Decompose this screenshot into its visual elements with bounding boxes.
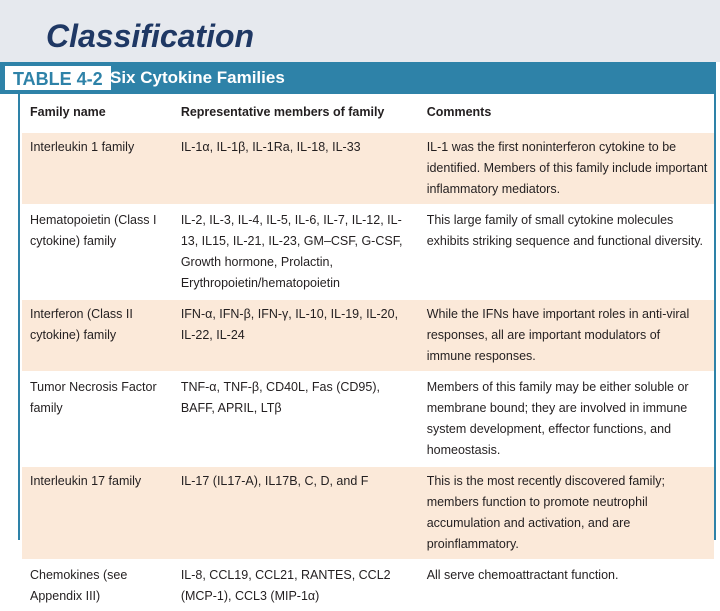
column-header-comments: Comments: [426, 105, 492, 119]
members-cell: IL-17 (IL17-A), IL17B, C, D, and F: [180, 474, 369, 488]
cytokine-families-table: [22, 96, 714, 611]
members-cell: TNF-α, TNF-β, CD40L, Fas (CD95), BAFF, APRIL, LTβ: [180, 380, 380, 415]
table-caption: Six Cytokine Families: [110, 68, 285, 87]
table-number: TABLE 4-2: [4, 65, 112, 91]
comments-cell: IL-1 was the first noninterferon cytokine to be identified. Members of this family include important inflammatory mediators.: [426, 140, 708, 196]
members-cell: IFN-α, IFN-β, IFN-γ, IL-10, IL-19, IL-20, IL-22, IL-24: [180, 307, 399, 342]
slide-title: Classification: [46, 18, 255, 54]
comments-cell: All serve chemoattractant function.: [426, 568, 619, 582]
table-row: [22, 372, 714, 466]
family-name-cell: Interleukin 1 family: [30, 140, 135, 154]
comments-cell: This is the most recently discovered family; members function to promote neutrophil accumulation and activation, and are proinflammatory.: [426, 474, 665, 551]
column-header-family-name: Family name: [30, 105, 106, 119]
table-row: [22, 560, 714, 611]
comments-cell: While the IFNs have important roles in anti-viral responses, all are important modulators of immune responses.: [426, 307, 690, 363]
table-header-bar: [0, 62, 716, 94]
table-left-rule: [18, 94, 20, 540]
table-row: [22, 205, 714, 299]
members-cell: IL-8, CCL19, CCL21, RANTES, CCL2 (MCP-1), CCL3 (MIP-1α): [180, 568, 391, 603]
family-name-cell: Hematopoietin (Class I cytokine) family: [30, 213, 157, 248]
family-name-cell: Tumor Necrosis Factor family: [30, 380, 157, 415]
table-row: [22, 132, 714, 205]
family-name-cell: Interleukin 17 family: [30, 474, 142, 488]
family-name-cell: Chemokines (see Appendix III): [30, 568, 128, 603]
table-row: [22, 466, 714, 560]
table-row: [22, 299, 714, 372]
family-name-cell: Interferon (Class II cytokine) family: [30, 307, 133, 342]
column-header-members: Representative members of family: [180, 105, 385, 119]
comments-cell: Members of this family may be either soluble or membrane bound; they are involved in immune system development, effector functions, and homeostasis.: [426, 380, 689, 457]
comments-cell: This large family of small cytokine molecules exhibits striking sequence and functional diversity.: [426, 213, 703, 248]
table-right-rule: [714, 94, 716, 540]
table-header-row: [22, 96, 714, 132]
members-cell: IL-1α, IL-1β, IL-1Ra, IL-18, IL-33: [180, 140, 361, 154]
members-cell: IL-2, IL-3, IL-4, IL-5, IL-6, IL-7, IL-12, IL-13, IL15, IL-21, IL-23, GM–CSF, G-CSF, Growth hormone, Prolactin, Erythropoietin/hematopoietin: [180, 213, 403, 290]
cytokine-table-figure: [0, 62, 720, 603]
